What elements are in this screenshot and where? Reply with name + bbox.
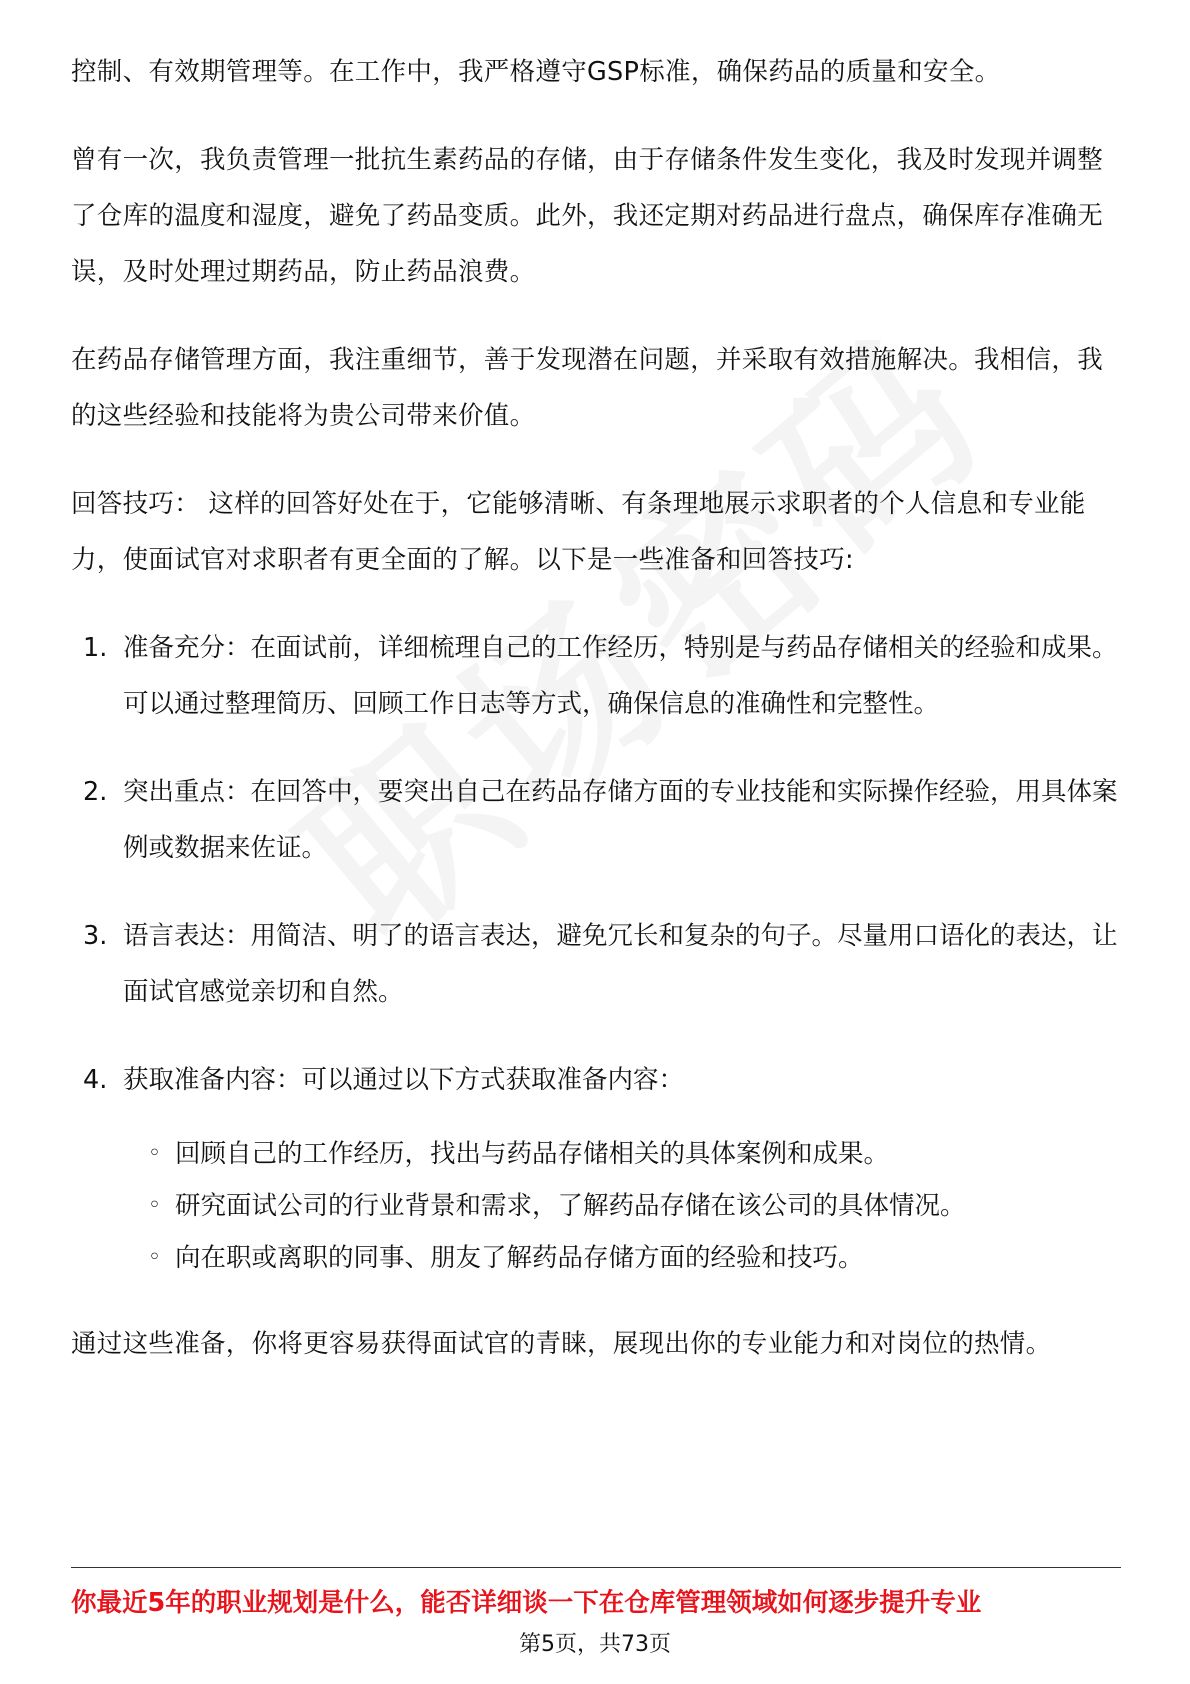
- tips-list: [71, 620, 1121, 1284]
- tip-item-3: [71, 908, 1121, 1020]
- tip-text: 突出重点：在回答中，要突出自己在药品存储方面的专业技能和实际操作经验，用具体案例或数据来佐证。: [123, 777, 1118, 863]
- paragraph-detail-focus: 在药品存储管理方面，我注重细节，善于发现潜在问题，并采取有效措施解决。我相信，我的这些经验和技能将为贵公司带来价值。: [71, 345, 1104, 431]
- tip-text: 准备充分：在面试前，详细梳理自己的工作经历，特别是与药品存储相关的经验和成果。可以通过整理简历、回顾工作日志等方式，确保信息的准确性和完整性。: [123, 633, 1118, 719]
- tip-text: 语言表达：用简洁、明了的语言表达，避免冗长和复杂的句子。尽量用口语化的表达，让面试官感觉亲切和自然。: [123, 921, 1118, 1007]
- bullet-icon: ◦: [148, 1245, 161, 1270]
- bullet-icon: ◦: [148, 1141, 161, 1166]
- tip-number: 3.: [83, 921, 108, 951]
- paragraph-closing: 通过这些准备，你将更容易获得面试官的青睐，展现出你的专业能力和对岗位的热情。: [71, 1329, 1052, 1359]
- footer-divider: [71, 1567, 1121, 1568]
- tip-text: 获取准备内容：可以通过以下方式获取准备内容：: [123, 1065, 685, 1095]
- list-item-text: 研究面试公司的行业背景和需求，了解药品存储在该公司的具体情况。: [175, 1191, 966, 1221]
- list-item: [123, 1232, 1121, 1284]
- list-item-text: 向在职或离职的同事、朋友了解药品存储方面的经验和技巧。: [175, 1243, 864, 1273]
- list-item-text: 回顾自己的工作经历，找出与药品存储相关的具体案例和成果。: [175, 1139, 890, 1169]
- tip-number: 4.: [83, 1065, 108, 1095]
- paragraph-answer-tips: 回答技巧： 这样的回答好处在于，它能够清晰、有条理地展示求职者的个人信息和专业能力，使面试官对求职者有更全面的了解。以下是一些准备和回答技巧:: [71, 489, 1086, 575]
- tip-item-1: [71, 620, 1121, 732]
- document-body: [71, 44, 1121, 1404]
- tip-number: 1.: [83, 633, 108, 663]
- bullet-icon: ◦: [148, 1193, 161, 1218]
- tip-number: 2.: [83, 777, 108, 807]
- paragraph-gsp-standard: 控制、有效期管理等。在工作中，我严格遵守GSP标准，确保药品的质量和安全。: [71, 57, 1001, 87]
- next-question-heading: 你最近5年的职业规划是什么，能否详细谈一下在仓库管理领域如何逐步提升专业: [71, 1588, 982, 1618]
- tip-item-2: [71, 764, 1121, 876]
- tip-item-4: [71, 1052, 1121, 1284]
- paragraph-storage-example: 曾有一次，我负责管理一批抗生素药品的存储，由于存储条件发生变化，我及时发现并调整了仓库的温度和湿度，避免了药品变质。此外，我还定期对药品进行盘点，确保库存准确无误，及时处理过期药品，防止药品浪费。: [71, 145, 1104, 287]
- preparation-sources-list: [123, 1128, 1121, 1284]
- page-number: 第5页，共73页: [519, 1632, 671, 1657]
- list-item: [123, 1128, 1121, 1180]
- list-item: [123, 1180, 1121, 1232]
